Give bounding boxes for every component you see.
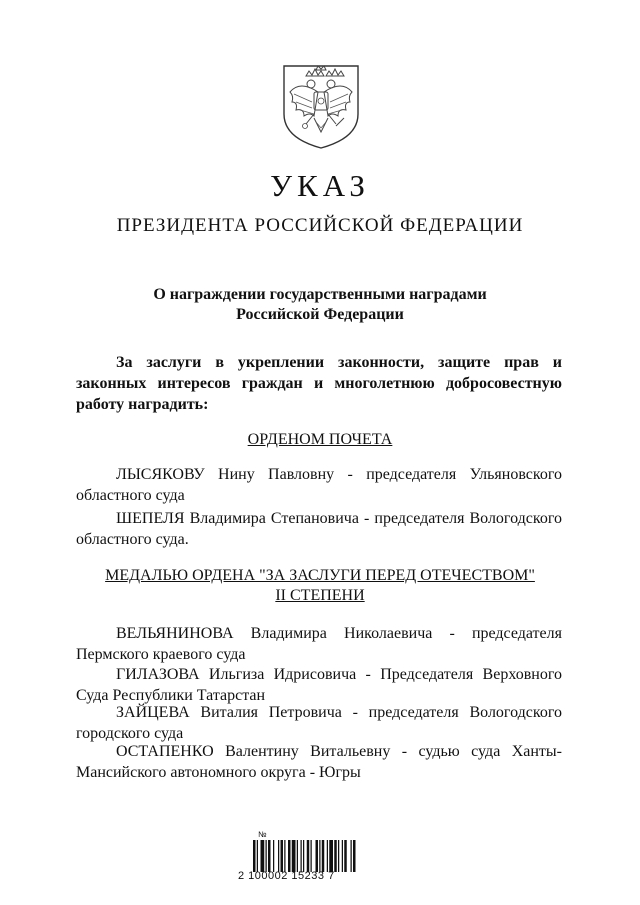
- barcode-bar: [327, 840, 328, 872]
- section1-entry: [76, 508, 562, 550]
- preamble-line-2: законных интересов граждан и многолетнюю добросовестную: [76, 375, 562, 392]
- document-subtitle: ПРЕЗИДЕНТА РОССИЙСКОЙ ФЕДЕРАЦИИ: [116, 215, 524, 236]
- entry-line-2: Пермского краевого суда: [76, 646, 246, 663]
- entry-line-2: Суда Республики Татарстан: [76, 687, 266, 704]
- barcode-bar: [273, 840, 274, 872]
- section2-entry: [76, 741, 562, 783]
- section2-entry: [76, 623, 562, 665]
- barcode-number: 2 100002 15233 7: [238, 870, 335, 882]
- entry-line-1: ОСТАПЕНКО Валентину Витальевну - судью суда Ханты-: [116, 743, 562, 760]
- coat-of-arms-emblem: [278, 62, 364, 150]
- barcode-bar: [329, 840, 333, 872]
- subject-line-2: Российской Федерации: [236, 306, 404, 323]
- barcode-bar: [257, 840, 258, 872]
- section2-entry: [76, 664, 562, 706]
- barcode-bar: [284, 840, 285, 872]
- subject-line-1: О награждении государственными наградами: [153, 286, 487, 303]
- barcode-bar: [351, 840, 352, 872]
- preamble-line-1: За заслуги в укреплении законности, защите прав и: [116, 354, 562, 371]
- barcode-bar: [311, 840, 312, 872]
- barcode-bar: [307, 840, 310, 872]
- barcode-bar: [344, 840, 347, 872]
- document-title: УКАЗ: [270, 168, 370, 203]
- section2-entry: [76, 702, 562, 744]
- barcode-bar: [342, 840, 343, 872]
- barcode-bar: [316, 840, 319, 872]
- preamble-line-3: работу наградить:: [76, 396, 209, 413]
- section-heading-medal-line-2: II СТЕПЕНИ: [275, 587, 365, 604]
- entry-line-1: ШЕПЕЛЯ Владимира Степановича - председателя Вологодского: [116, 510, 562, 527]
- entry-line-2: областного суда: [76, 487, 185, 504]
- barcode-bar: [261, 840, 265, 872]
- section-heading-order-of-honor: ОРДЕНОМ ПОЧЕТА: [247, 431, 393, 448]
- entry-line-1: ВЕЛЬЯНИНОВА Владимира Николаевича - председателя: [116, 625, 562, 642]
- section1-entry: [76, 464, 562, 506]
- barcode-bar: [288, 840, 291, 872]
- barcode-bar: [338, 840, 339, 872]
- preamble: [76, 352, 562, 415]
- barcode-bar: [353, 840, 356, 872]
- barcode-bar: [278, 840, 279, 872]
- entry-line-1: ЛЫСЯКОВУ Нину Павловну - председателя Ульяновского: [116, 466, 562, 483]
- barcode-bar: [297, 840, 298, 872]
- barcode-bar: [281, 840, 284, 872]
- barcode-bar: [303, 840, 304, 872]
- barcode-bar: [292, 840, 296, 872]
- entry-line-1: ГИЛАЗОВА Ильгиза Идрисовича - Председателя Верховного: [116, 666, 562, 683]
- entry-line-2: областного суда.: [76, 531, 189, 548]
- barcode-bar: [268, 840, 271, 872]
- barcode-bar: [319, 840, 320, 872]
- barcode-bar: [253, 840, 256, 872]
- barcode-bar: [301, 840, 302, 872]
- barcode-mark: №: [258, 830, 267, 839]
- barcode-bar: [334, 840, 337, 872]
- barcode-bar: [266, 840, 267, 872]
- section-heading-medal-line-1: МЕДАЛЬЮ ОРДЕНА "ЗА ЗАСЛУГИ ПЕРЕД ОТЕЧЕСТВОМ": [105, 567, 535, 584]
- barcode-bar: [322, 840, 325, 872]
- entry-line-2: Мансийского автономного округа - Югры: [76, 764, 361, 781]
- barcode: [253, 840, 389, 872]
- entry-line-2: городского суда: [76, 725, 184, 742]
- entry-line-1: ЗАЙЦЕВА Виталия Петровича - председателя Вологодского: [116, 704, 562, 721]
